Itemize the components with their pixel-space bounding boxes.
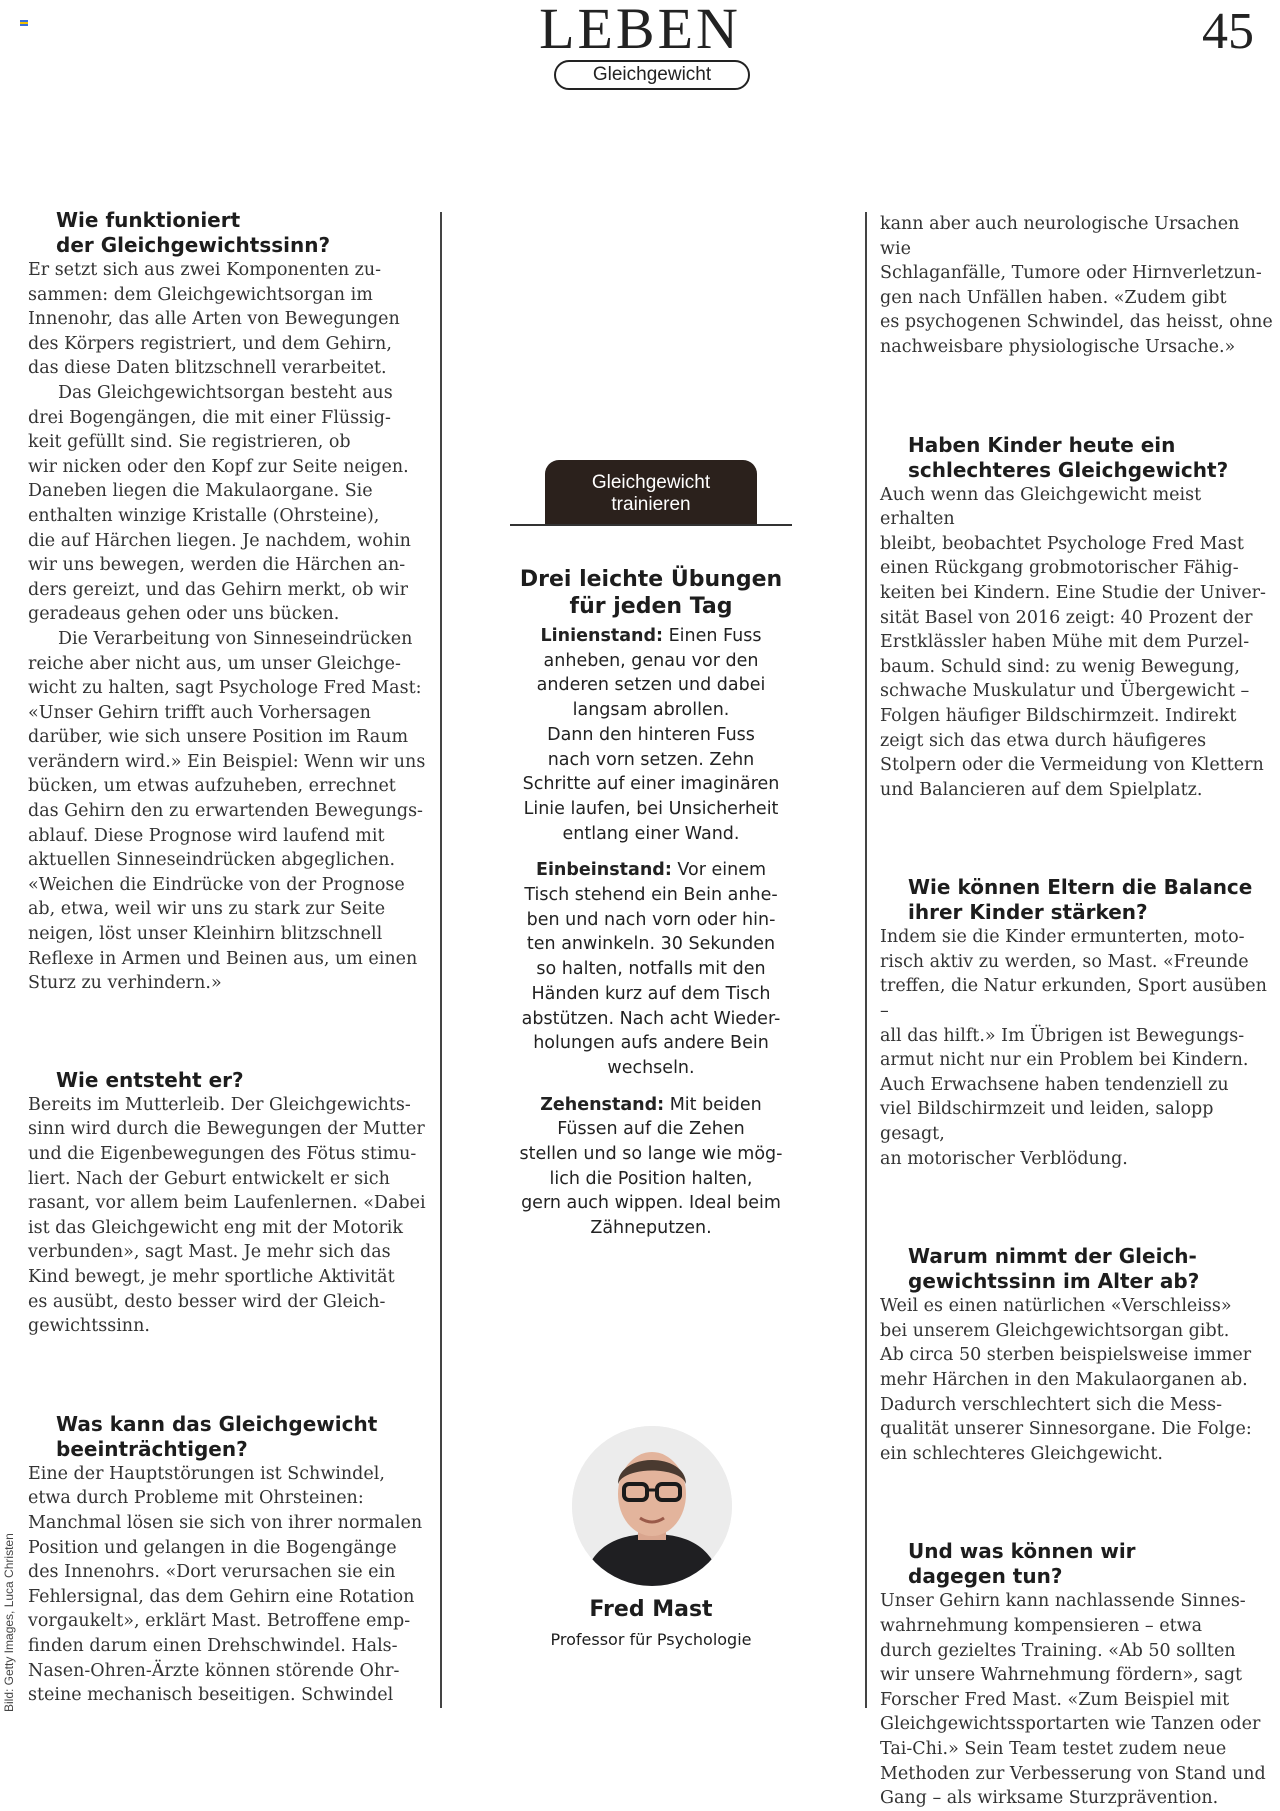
text-line: Sturz zu verhindern.» <box>28 973 222 994</box>
text-line: mehr Härchen in den Makulaorganen ab. <box>880 1370 1248 1390</box>
text-line: und die Eigenbewegungen des Fötus stimu- <box>28 1144 417 1164</box>
section-parents <box>880 875 1275 1171</box>
section-ageing <box>880 1244 1275 1466</box>
section-heading <box>880 1539 1275 1589</box>
text-line: Weil es einen natürlichen «Verschleiss» <box>880 1296 1232 1317</box>
text-line: kann aber auch neurologische Ursachen wie <box>880 214 1240 259</box>
text-line: wechseln. <box>607 1057 695 1078</box>
section-title: LEBEN <box>539 0 741 61</box>
text-line: Unser Gehirn kann nachlassende Sinnes- <box>880 1591 1246 1612</box>
paragraph <box>880 925 1275 1171</box>
text-line: Kind bewegt, je mehr sportliche Aktivität <box>28 1266 395 1287</box>
page-number: 45 <box>1202 3 1254 60</box>
text-line: reiche aber nicht aus, um unser Gleichge- <box>28 653 401 674</box>
text-line: ben und nach vorn oder hin- <box>526 909 776 930</box>
text-line: das diese Daten blitzschnell verarbeitet. <box>28 358 387 379</box>
text-line: «Weichen die Eindrücke von der Prognose <box>28 874 405 895</box>
section-heading <box>28 1068 433 1093</box>
text-line: Mit beiden <box>664 1094 762 1115</box>
text-line: Manchmal lösen sie sich von ihrer normalen <box>28 1512 423 1533</box>
text-line: ein schlechteres Gleichgewicht. <box>880 1443 1163 1464</box>
text-line: das Gehirn den zu erwartenden Bewegungs- <box>28 801 423 822</box>
text-line: Einen Fuss <box>663 626 762 646</box>
text-line: enthalten winzige Kristalle (Ohrsteine), <box>28 505 380 526</box>
text-line: drei Bogengängen, die mit einer Flüssig- <box>28 407 391 428</box>
section-heading <box>28 208 433 258</box>
heading-line: Was kann das Gleichgewicht <box>56 1411 378 1436</box>
training-box-label <box>545 460 757 525</box>
text-line: an motorischer Verblödung. <box>880 1148 1128 1169</box>
text-line: Tisch stehend ein Bein anhe- <box>524 885 778 906</box>
text-line: geradeaus gehen oder uns bücken. <box>28 604 340 625</box>
text-line: ist das Gleichgewicht eng mit der Motorik <box>28 1217 404 1238</box>
exercise-item <box>505 1093 797 1241</box>
text-line: anheben, genau vor den <box>543 650 759 671</box>
paragraph <box>880 483 1275 803</box>
expert-portrait <box>572 1426 732 1586</box>
topic-pill: Gleichgewicht <box>554 60 750 90</box>
exercise-name: Zehenstand: <box>540 1094 665 1115</box>
text-line: Händen kurz auf dem Tisch <box>531 983 771 1004</box>
text-line: schwache Muskulatur und Übergewicht – <box>880 681 1250 702</box>
training-box-rule <box>510 524 792 526</box>
text-line: Fehlersignal, das dem Gehirn eine Rotation <box>28 1586 415 1607</box>
section-countermeasures <box>880 1539 1275 1810</box>
heading-line: der Gleichgewichtssinn? <box>56 233 331 257</box>
text-line: wir unsere Wahrnehmung fördern», sagt <box>880 1665 1243 1686</box>
heading-line: Warum nimmt der Gleich- <box>908 1244 1197 1269</box>
text-line: sammen: dem Gleichgewichtsorgan im <box>28 284 373 305</box>
text-line: wicht zu halten, sagt Psychologe Fred Mast: <box>28 678 422 699</box>
text-line: Folgen häufiger Bildschirmzeit. Indirekt <box>880 705 1237 726</box>
text-line: Nasen-Ohren-Ärzte können störende Ohr- <box>28 1660 400 1681</box>
text-line: Position und gelangen in die Bogengänge <box>28 1537 397 1558</box>
text-line: Füssen auf die Zehen <box>557 1119 745 1140</box>
section-body <box>28 1462 433 1708</box>
paragraph <box>28 627 433 996</box>
text-line: sinn wird durch die Bewegungen der Mutter <box>28 1119 425 1140</box>
text-line: Gang – als wirksame Sturzprävention. <box>880 1788 1219 1809</box>
section-body <box>880 483 1275 803</box>
paragraph <box>880 1294 1275 1466</box>
text-line: wir nicken oder den Kopf zur Seite neigen. <box>28 456 409 477</box>
paragraph <box>880 1589 1275 1810</box>
text-line: liert. Nach der Geburt entwickelt er sich <box>28 1168 390 1189</box>
text-line: Innenohr, das alle Arten von Bewegungen <box>28 309 400 330</box>
photo-credit: Bild: Getty Images, Luca Christen <box>2 1533 16 1712</box>
text-line: Linie laufen, bei Unsicherheit <box>523 798 779 819</box>
heading-line: beeinträchtigen? <box>56 1436 248 1461</box>
text-line: gewichtssinn. <box>28 1316 150 1337</box>
heading-line: schlechteres Gleichgewicht? <box>908 457 1229 482</box>
text-line: Tai-Chi.» Sein Team testet zudem neue <box>880 1738 1227 1759</box>
text-line: Bereits im Mutterleib. Der Gleichgewichts- <box>28 1094 411 1115</box>
text-line: keiten bei Kindern. Eine Studie der Univer- <box>880 582 1266 603</box>
text-line: nach vorn setzen. Zehn <box>547 749 755 770</box>
text-line: einen Rückgang grobmotorischer Fähig- <box>880 558 1239 579</box>
text-line: anderen setzen und dabei <box>536 675 766 696</box>
text-line: es ausübt, desto besser wird der Gleich- <box>28 1291 386 1312</box>
text-line: baum. Schuld sind: zu wenig Bewegung, <box>880 656 1240 677</box>
text-line: Indem sie die Kinder ermunterten, moto- <box>880 927 1245 948</box>
text-line: armut nicht nur ein Problem bei Kindern. <box>880 1050 1249 1071</box>
heading-line: für jeden Tag <box>569 594 733 619</box>
text-line: Zähneputzen. <box>590 1218 712 1239</box>
text-line: Erstklässler haben Mühe mit dem Purzel- <box>880 632 1250 653</box>
left-column <box>28 208 433 1708</box>
text-line: qualität unserer Sinnesorgane. Die Folge: <box>880 1419 1252 1440</box>
text-line: keit gefüllt sind. Sie registrieren, ob <box>28 432 351 453</box>
exercise-name: Linienstand: <box>540 626 664 646</box>
section-body <box>28 1093 433 1339</box>
text-line: finden darum einen Drehschwindel. Hals- <box>28 1635 398 1656</box>
text-line: «Unser Gehirn trifft auch Vorhersagen <box>28 702 371 723</box>
heading-line: Drei leichte Übungen <box>519 567 783 592</box>
section-body <box>28 258 433 996</box>
text-line: wahrnehmung kompensieren – etwa <box>880 1615 1203 1636</box>
paragraph <box>28 258 433 381</box>
text-line: Vor einem <box>671 860 767 881</box>
text-line: ab, etwa, weil wir uns zu stark zur Seite <box>28 899 386 920</box>
section-heading <box>880 1244 1275 1294</box>
text-line: stellen und so lange wie mög- <box>519 1144 783 1165</box>
paragraph <box>28 1093 433 1339</box>
text-line: Gleichgewichtssportarten wie Tanzen oder <box>880 1714 1261 1735</box>
exercise-name: Einbeinstand: <box>535 860 672 881</box>
exercise-item <box>505 624 797 846</box>
text-line: neigen, löst unser Kleinhirn blitzschnell <box>28 924 383 945</box>
text-line: Eine der Hauptstörungen ist Schwindel, <box>28 1463 385 1484</box>
text-line: Auch Erwachsene haben tendenziell zu <box>880 1074 1229 1095</box>
text-line: lich die Position halten, <box>549 1168 753 1189</box>
heading-line: Und was können wir <box>908 1539 1136 1564</box>
text-line: vorgaukelt», erklärt Mast. Betroffene emp- <box>28 1611 411 1632</box>
text-line: aktuellen Sinneseindrücken abgeglichen. <box>28 850 396 871</box>
text-line: gen nach Unfällen haben. «Zudem gibt <box>880 287 1227 308</box>
text-line: steine mechanisch beseitigen. Schwindel <box>28 1685 394 1706</box>
heading-line: trainieren <box>611 494 691 515</box>
text-line: nachweisbare physiologische Ursache.» <box>880 336 1236 357</box>
text-line: Das Gleichgewichtsorgan besteht aus <box>58 382 393 403</box>
expert-title: Professor für Psychologie <box>550 1630 752 1649</box>
text-line: Forscher Fred Mast. «Zum Beispiel mit <box>880 1689 1230 1710</box>
column-divider-left <box>440 212 442 1708</box>
exercise-list <box>505 624 797 1241</box>
text-line: all das hilft.» Im Übrigen ist Bewegungs- <box>880 1025 1245 1046</box>
text-line: Er setzt sich aus zwei Komponenten zu- <box>28 260 382 280</box>
text-line: bleibt, beobachtet Psychologe Fred Mast <box>880 533 1244 554</box>
section-heading <box>880 433 1275 483</box>
text-line: die auf Härchen liegen. Je nachdem, wohin <box>28 530 411 551</box>
paragraph <box>28 1462 433 1708</box>
text-line: Reflexe in Armen und Beinen aus, um einen <box>28 948 418 969</box>
text-line: entlang einer Wand. <box>562 823 740 844</box>
text-line: Methoden zur Verbesserung von Stand und <box>880 1763 1266 1784</box>
heading-line: Wie können Eltern die Balance <box>908 875 1253 900</box>
text-line: holungen aufs andere Bein <box>533 1033 769 1054</box>
section-impairment <box>28 1412 433 1708</box>
text-line: treffen, die Natur erkunden, Sport ausüben – <box>880 976 1267 1022</box>
text-line: Dadurch verschlechtert sich die Mess- <box>880 1394 1223 1415</box>
text-line: Stolpern oder die Vermeidung von Klettern <box>880 755 1264 776</box>
section-heading <box>880 875 1275 925</box>
text-line: darüber, wie sich unsere Position im Raum <box>28 727 409 748</box>
text-line: Ab circa 50 sterben beispielsweise immer <box>880 1345 1252 1366</box>
text-line: etwa durch Probleme mit Ohrsteinen: <box>28 1488 364 1509</box>
text-line: des Innenohrs. «Dort verursachen sie ein <box>28 1562 396 1583</box>
section-body <box>880 1294 1275 1466</box>
paragraph <box>28 381 433 627</box>
exercise-item <box>505 858 797 1080</box>
text-line: und Balancieren auf dem Spielplatz. <box>880 779 1203 800</box>
paragraph <box>880 212 1275 360</box>
section-origin <box>28 1068 433 1339</box>
continued-text <box>880 212 1275 360</box>
heading-line: Haben Kinder heute ein <box>908 432 1176 457</box>
text-line: risch aktiv zu werden, so Mast. «Freunde <box>880 951 1249 972</box>
text-line: so halten, notfalls mit den <box>536 959 766 980</box>
exercises-title <box>505 566 797 620</box>
text-line: durch gezieltes Training. «Ab 50 sollten <box>880 1640 1236 1661</box>
center-column <box>505 566 797 1241</box>
text-line: zeigt sich das etwa durch häufigeres <box>880 730 1207 751</box>
section-children <box>880 433 1275 803</box>
text-line: Dann den hinteren Fuss <box>547 724 755 745</box>
section-functioning <box>28 208 433 996</box>
text-line: ten anwinkeln. 30 Sekunden <box>526 934 776 955</box>
text-line: viel Bildschirmzeit und leiden, salopp gesagt, <box>880 1099 1214 1145</box>
text-line: des Körpers registriert, und dem Gehirn, <box>28 333 392 354</box>
text-line: ablauf. Diese Prognose wird laufend mit <box>28 825 385 846</box>
right-column <box>880 212 1275 1811</box>
section-heading <box>28 1412 433 1462</box>
text-line: Schlaganfälle, Tumore oder Hirnverletzun- <box>880 263 1262 284</box>
text-line: es psychogenen Schwindel, das heisst, ohne <box>880 312 1273 333</box>
heading-line: ihrer Kinder stärken? <box>908 900 1148 925</box>
text-line: gern auch wippen. Ideal beim <box>521 1193 781 1214</box>
text-line: bücken, um etwas aufzuheben, errechnet <box>28 776 396 797</box>
text-line: Auch wenn das Gleichgewicht meist erhalten <box>880 484 1202 530</box>
text-line: ders gereizt, und das Gehirn merkt, ob wir <box>28 579 408 600</box>
text-line: bei unserem Gleichgewichtsorgan gibt. <box>880 1320 1230 1341</box>
text-line: sität Basel von 2016 zeigt: 40 Prozent der <box>880 607 1253 628</box>
text-line: abstützen. Nach acht Wieder- <box>521 1008 781 1029</box>
section-body <box>880 925 1275 1171</box>
text-line: rasant, vor allem beim Laufenlernen. «Dabei <box>28 1193 426 1214</box>
text-line: Daneben liegen die Makulaorgane. Sie <box>28 481 373 502</box>
heading-line: Wie entsteht er? <box>56 1067 244 1092</box>
text-line: verändern wird.» Ein Beispiel: Wenn wir uns <box>28 751 426 772</box>
text-line: Schritte auf einer imaginären <box>522 774 780 795</box>
heading-line: gewichtssinn im Alter ab? <box>908 1269 1200 1294</box>
column-divider-right <box>865 212 867 1708</box>
heading-line: Wie funktioniert <box>56 208 241 232</box>
text-line: langsam abrollen. <box>572 700 730 721</box>
text-line: wir uns bewegen, werden die Härchen an- <box>28 555 406 576</box>
section-body <box>880 1589 1275 1810</box>
heading-line: Gleichgewicht <box>591 472 711 493</box>
expert-name: Fred Mast <box>589 1597 713 1622</box>
heading-line: dagegen tun? <box>908 1564 1063 1589</box>
text-line: Die Verarbeitung von Sinneseindrücken <box>58 628 413 649</box>
text-line: verbunden», sagt Mast. Je mehr sich das <box>28 1242 391 1263</box>
